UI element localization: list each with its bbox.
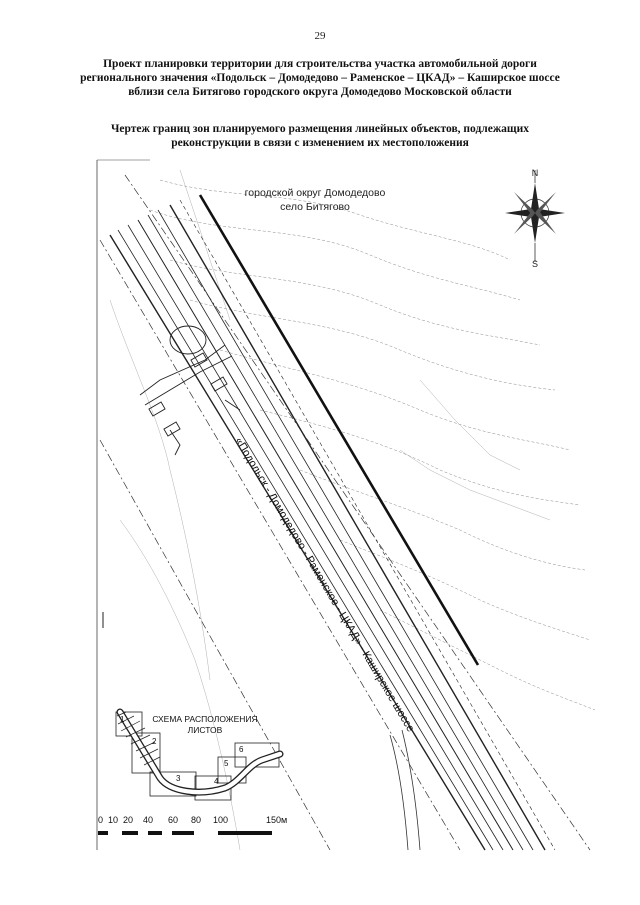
scheme-road-fill xyxy=(120,712,280,792)
side-road xyxy=(390,730,420,850)
project-title-line: вблизи села Битягово городского округа Домодедово Московской области xyxy=(128,86,512,98)
scheme-subtitle: ЛИСТОВ xyxy=(187,725,223,735)
scale-tick-label: 60 xyxy=(168,815,179,825)
sheet-number-6: 6 xyxy=(239,745,244,754)
road-junction xyxy=(140,326,240,455)
terrain-contours xyxy=(150,180,595,710)
drawing-title-line: реконструкции в связи с изменением их местоположения xyxy=(171,137,469,149)
scale-tick-label: 100 xyxy=(213,815,229,825)
zone-boundaries xyxy=(100,175,590,850)
sheet-number-1: 1 xyxy=(120,715,125,724)
scale-bar xyxy=(98,815,287,835)
scale-tick-label: 40 xyxy=(143,815,154,825)
scale-tick-label: 20 xyxy=(123,815,134,825)
project-title-line: Проект планировки территории для строительства участка автомобильной дороги xyxy=(103,58,537,70)
road-corridor xyxy=(110,200,555,850)
compass-south: S xyxy=(531,259,539,269)
scale-tick-label: 10 xyxy=(108,815,119,825)
sheet-number-5: 5 xyxy=(224,759,229,768)
compass-north: N xyxy=(531,168,539,178)
road-name-label: «Подольск - Домодедово - Раменское - ЦКАД» - Каширское шоссе xyxy=(232,435,417,735)
road-shoulder xyxy=(200,195,478,665)
scheme-title: СХЕМА РАСПОЛОЖЕНИЯ xyxy=(152,714,258,724)
scale-tick-label: 80 xyxy=(191,815,202,825)
scale-end-label: 150м xyxy=(266,815,288,825)
project-title-line: регионального значения «Подольск – Домодедово – Раменское – ЦКАД» – Каширское шоссе xyxy=(80,72,560,84)
sheet-number-3: 3 xyxy=(176,774,181,783)
compass-icon xyxy=(505,168,565,269)
area-label-district: городской округ Домодедово xyxy=(244,187,386,199)
sheet-number-2: 2 xyxy=(152,737,157,746)
terrain-thin-lines xyxy=(110,170,550,850)
drawing-title-line: Чертеж границ зон планируемого размещения линейных объектов, подлежащих xyxy=(110,123,530,135)
area-label-village: село Битягово xyxy=(280,201,350,213)
sheet-layout-scheme xyxy=(116,712,280,800)
scale-tick-label: 0 xyxy=(98,815,104,825)
page-number: 29 xyxy=(314,30,326,42)
sheet-number-4: 4 xyxy=(214,777,219,786)
